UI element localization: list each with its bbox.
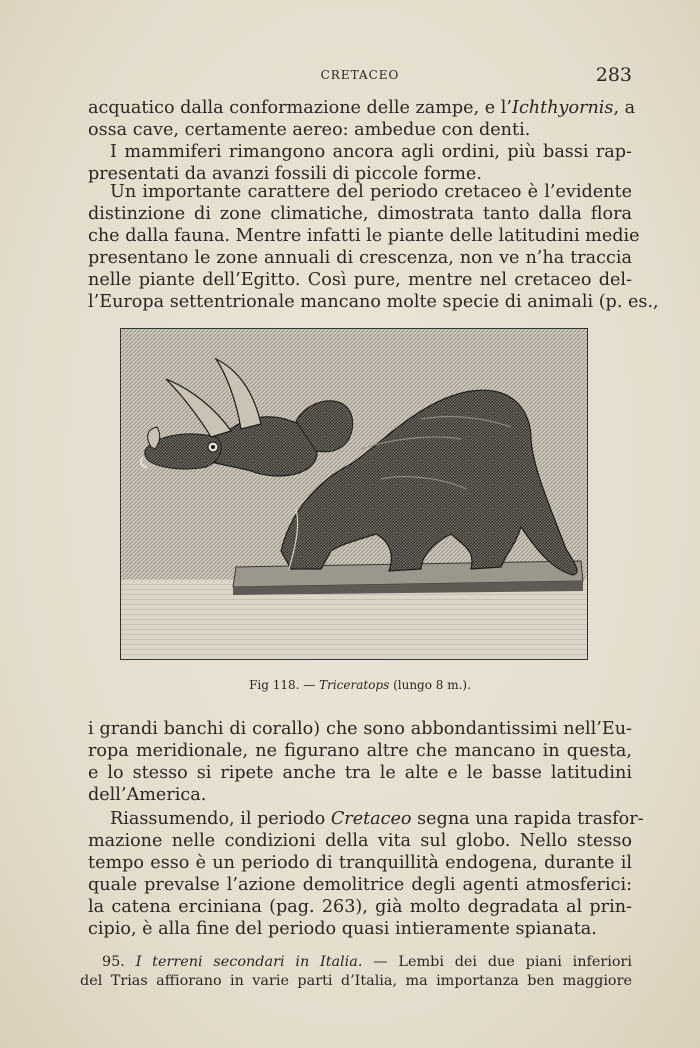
- text-line: I mammiferi rimangono ancora agli ordini, più bassi rap-: [110, 142, 632, 162]
- text-line: presentano le zone annuali di crescenza, non ve n’ha traccia: [88, 248, 632, 268]
- text-line: l’Europa settentrionale mancano molte specie di animali (p. es.,: [88, 292, 659, 312]
- paragraph-3: [88, 181, 659, 313]
- text-line: che dalla fauna. Mentre infatti le piante delle latitudini medie: [88, 226, 640, 246]
- text-line: quale prevalse l’azione demolitrice degli agenti atmosferici:: [88, 875, 632, 895]
- page-number: 283: [595, 64, 632, 86]
- text-line: acquatico dalla conformazione delle zampe, e l’Ichthyornis, a: [88, 98, 636, 118]
- text-line: presentati da avanzi fossili di piccole forme.: [88, 164, 482, 184]
- text-line: e lo stesso si ripete anche tra le alte e le basse latitudini: [88, 763, 632, 783]
- figure-caption: Fig 118. — Triceratops (lungo 8 m.).: [249, 678, 471, 692]
- triceratops-engraving: [121, 329, 587, 659]
- paragraph-5: [88, 808, 644, 940]
- text-line: ropa meridionale, ne figurano altre che mancano in questa,: [88, 741, 632, 761]
- italic-term: Cretaceo: [330, 809, 412, 829]
- text-line: Un importante carattere del periodo cretaceo è l’evidente: [110, 182, 632, 202]
- section-title: I terreni secondari in Italia.: [135, 954, 363, 970]
- text-line: tempo esso è un periodo di tranquillità endogena, durante il: [88, 853, 632, 873]
- section-heading-line: 95. I terreni secondari in Italia. — Lembi dei due piani inferiori: [102, 954, 633, 970]
- paragraph-4: [88, 718, 632, 806]
- page-header: [88, 64, 632, 88]
- italic-term: Ichthyornis: [512, 98, 614, 118]
- triceratops-illustration: [120, 328, 588, 660]
- text-line: del Trias affiorano in varie parti d’Italia, ma importanza ben maggiore: [80, 973, 632, 989]
- species-name: Triceratops: [319, 678, 390, 692]
- text-line: cipio, è alla fine del periodo quasi intieramente spianata.: [88, 919, 597, 939]
- section-95: [80, 953, 632, 991]
- text-line: i grandi banchi di corallo) che sono abbondantissimi nell’Eu-: [88, 719, 632, 739]
- text-line: Riassumendo, il periodo Cretaceo segna una rapida trasfor-: [110, 809, 644, 829]
- running-title: CRETACEO: [320, 68, 400, 82]
- text-line: nelle piante dell’Egitto. Così pure, mentre nel cretaceo del-: [88, 270, 632, 290]
- paragraph-2: [88, 141, 632, 185]
- text-line: dell’America.: [88, 785, 207, 805]
- paragraph-1: [88, 97, 636, 141]
- text-line: ossa cave, certamente aereo: ambedue con denti.: [88, 120, 531, 140]
- text-line: mazione nelle condizioni della vita sul globo. Nello stesso: [88, 831, 632, 851]
- text-line: la catena erciniana (pag. 263), già molto degradata al prin-: [88, 897, 632, 917]
- text-line: distinzione di zone climatiche, dimostrata tanto dalla flora: [88, 204, 632, 224]
